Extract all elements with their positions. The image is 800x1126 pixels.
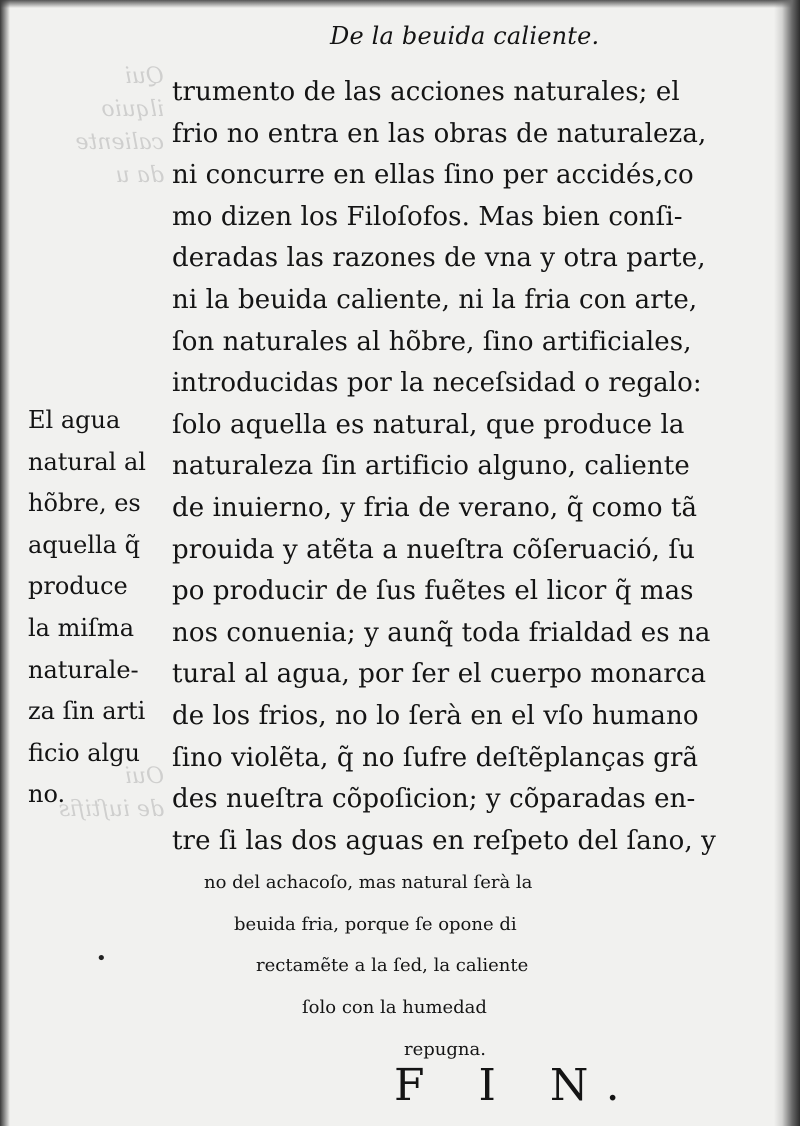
show-through-texture: Qui ilquio caliente da u (75, 64, 164, 188)
text-line: ſon naturales al hõbre, ſino artificiales, (172, 326, 692, 357)
marginal-note-line: natural al (28, 447, 146, 476)
running-head: De la beuida caliente. (330, 22, 600, 50)
text-line: tre ſi las dos aguas en reſpeto del ſano, y (172, 825, 716, 856)
text-line: ni la beuida caliente, ni la fria con arte, (172, 284, 698, 315)
marginal-note-line: aquella q̃ (28, 530, 140, 559)
text-line: mo dizen los Filoſofos. Mas bien conſi- (172, 201, 683, 232)
fin-colophon: F I N. (394, 1060, 640, 1111)
scan-edge-top (0, 0, 800, 8)
text-line: no del achacoſo, mas natural ſerà la (204, 872, 533, 894)
marginal-note-line: la miſma (28, 613, 134, 642)
text-line: trumento de las acciones naturales; el (172, 77, 680, 107)
text-line: ſino violẽta, q̃ no ſufre deſtẽplanças grã (172, 742, 699, 773)
text-line: ni concurre en ellas ſino per accidés,co (172, 160, 694, 191)
scan-edge-right (774, 0, 800, 1126)
marginal-note-line: produce (28, 572, 128, 601)
text-line: beuida fria, porque ſe opone di (234, 913, 517, 935)
text-line: frio no entra en las obras de naturaleza, (172, 118, 707, 149)
text-line: de inuierno, y fria de verano, q̃ como tã (172, 492, 698, 523)
show-through-texture-lower: Oui de iuſtifis (58, 764, 164, 822)
text-line: naturaleza ſin artificio alguno, caliente (172, 451, 690, 482)
text-line: rectamẽte a la ſed, la caliente (256, 955, 529, 977)
marginal-note-line: no. (28, 780, 66, 809)
text-line: tural al agua, por ſer el cuerpo monarca (172, 659, 707, 690)
marginal-note-line: naturale- (28, 655, 139, 684)
ornament-dot: • (96, 948, 107, 969)
text-line: po producir de ſus fuẽtes el licor q̃ mas (172, 576, 694, 607)
text-line: des nueſtra cõpoſicion; y cõparadas en- (172, 784, 696, 815)
text-line: nos conuenia; y aunq̃ toda frialdad es na (172, 617, 711, 648)
scan-edge-left (0, 0, 10, 1126)
text-line: ſolo aquella es natural, que produce la (172, 409, 685, 440)
text-line: prouida y atẽta a nueſtra cõſeruació, ſu (172, 534, 695, 565)
text-line: deradas las razones de vna y otra parte, (172, 243, 706, 274)
text-line: ſolo con la humedad (302, 997, 487, 1019)
marginal-note-line: za ſin arti (28, 697, 146, 726)
text-line: de los frios, no lo ſerà en el vſo humano (172, 700, 699, 731)
text-line: introducidas por la neceſsidad o regalo: (172, 368, 702, 399)
marginal-note-line: hõbre, es (28, 489, 141, 518)
marginal-note (28, 400, 168, 816)
text-line: repugna. (404, 1038, 486, 1060)
body-text (172, 72, 772, 1070)
marginal-note-line: ficio algu (28, 738, 141, 767)
marginal-note-line: El agua (28, 406, 121, 434)
